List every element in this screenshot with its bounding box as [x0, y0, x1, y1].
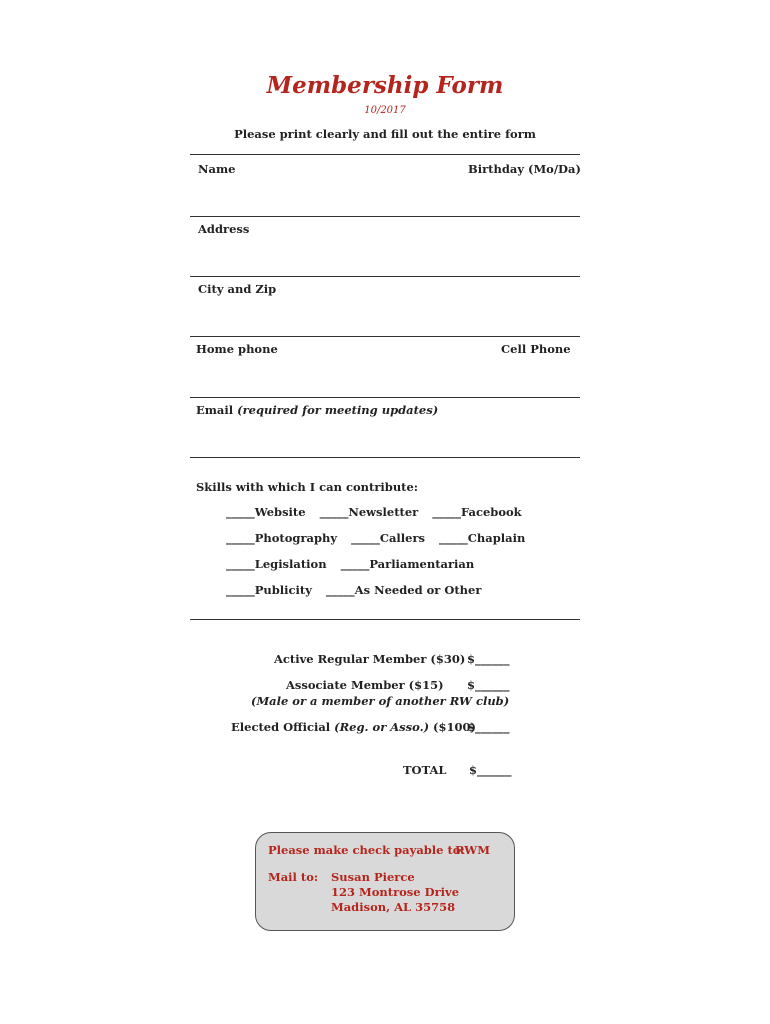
fee-elected-note: (Reg. or Asso.)	[334, 720, 430, 734]
fee-elected-suffix: ($100)	[429, 720, 476, 734]
mail-street: 123 Montrose Drive	[331, 885, 460, 899]
email-write-line[interactable]	[190, 457, 580, 458]
fee-elected-label	[231, 720, 476, 734]
skill-parliamentarian[interactable]: _____Parliamentarian	[340, 557, 475, 571]
skill-website[interactable]: _____Website	[226, 505, 306, 519]
form-instruction: Please print clearly and fill out the entire form	[234, 127, 536, 141]
skills-row	[226, 557, 474, 571]
skill-photography[interactable]: _____Photography	[226, 531, 338, 545]
address-label: Address	[198, 222, 250, 236]
name-write-line[interactable]	[190, 216, 580, 217]
cell-phone-label: Cell Phone	[501, 342, 571, 356]
skill-facebook[interactable]: _____Facebook	[432, 505, 522, 519]
birthday-label: Birthday (Mo/Da)	[468, 162, 581, 176]
divider-line	[190, 619, 580, 620]
name-label: Name	[198, 162, 236, 176]
fee-associate-label: Associate Member ($15)	[286, 678, 444, 692]
skill-chaplain[interactable]: _____Chaplain	[439, 531, 526, 545]
email-label-group	[196, 403, 438, 417]
skills-row	[226, 531, 525, 545]
fee-elected-amount[interactable]: $______	[467, 720, 510, 734]
skill-callers[interactable]: _____Callers	[351, 531, 426, 545]
fee-associate-note: (Male or a member of another RW club)	[251, 694, 510, 708]
payment-info-box	[255, 832, 515, 931]
city-zip-label: City and Zip	[198, 282, 277, 296]
phone-write-line[interactable]	[190, 397, 580, 398]
skill-newsletter[interactable]: _____Newsletter	[319, 505, 419, 519]
skill-as-needed[interactable]: _____As Needed or Other	[325, 583, 482, 597]
city-zip-write-line[interactable]	[190, 336, 580, 337]
mail-city: Madison, AL 35758	[331, 900, 456, 914]
total-label: TOTAL	[403, 763, 447, 777]
address-write-line[interactable]	[190, 276, 580, 277]
payable-label: Please make check payable to:	[268, 843, 465, 857]
fee-active-label: Active Regular Member ($30)	[274, 652, 466, 666]
home-phone-label: Home phone	[196, 342, 278, 356]
fee-associate-amount[interactable]: $______	[467, 678, 510, 692]
total-amount[interactable]: $______	[469, 763, 512, 777]
skills-row	[226, 583, 481, 597]
payable-to: RWM	[455, 843, 490, 857]
fee-active-amount[interactable]: $______	[467, 652, 510, 666]
email-note: (required for meeting updates)	[237, 403, 439, 417]
fee-elected-prefix: Elected Official	[231, 720, 335, 734]
form-date: 10/2017	[364, 105, 406, 116]
form-title: Membership Form	[266, 72, 504, 99]
skill-publicity[interactable]: _____Publicity	[226, 583, 312, 597]
mail-name: Susan Pierce	[331, 870, 415, 884]
mail-to-label: Mail to:	[268, 870, 319, 884]
divider-line	[190, 154, 580, 155]
email-label: Email	[196, 403, 234, 417]
skills-heading: Skills with which I can contribute:	[196, 480, 419, 494]
skills-row	[226, 505, 522, 519]
skill-legislation[interactable]: _____Legislation	[226, 557, 327, 571]
